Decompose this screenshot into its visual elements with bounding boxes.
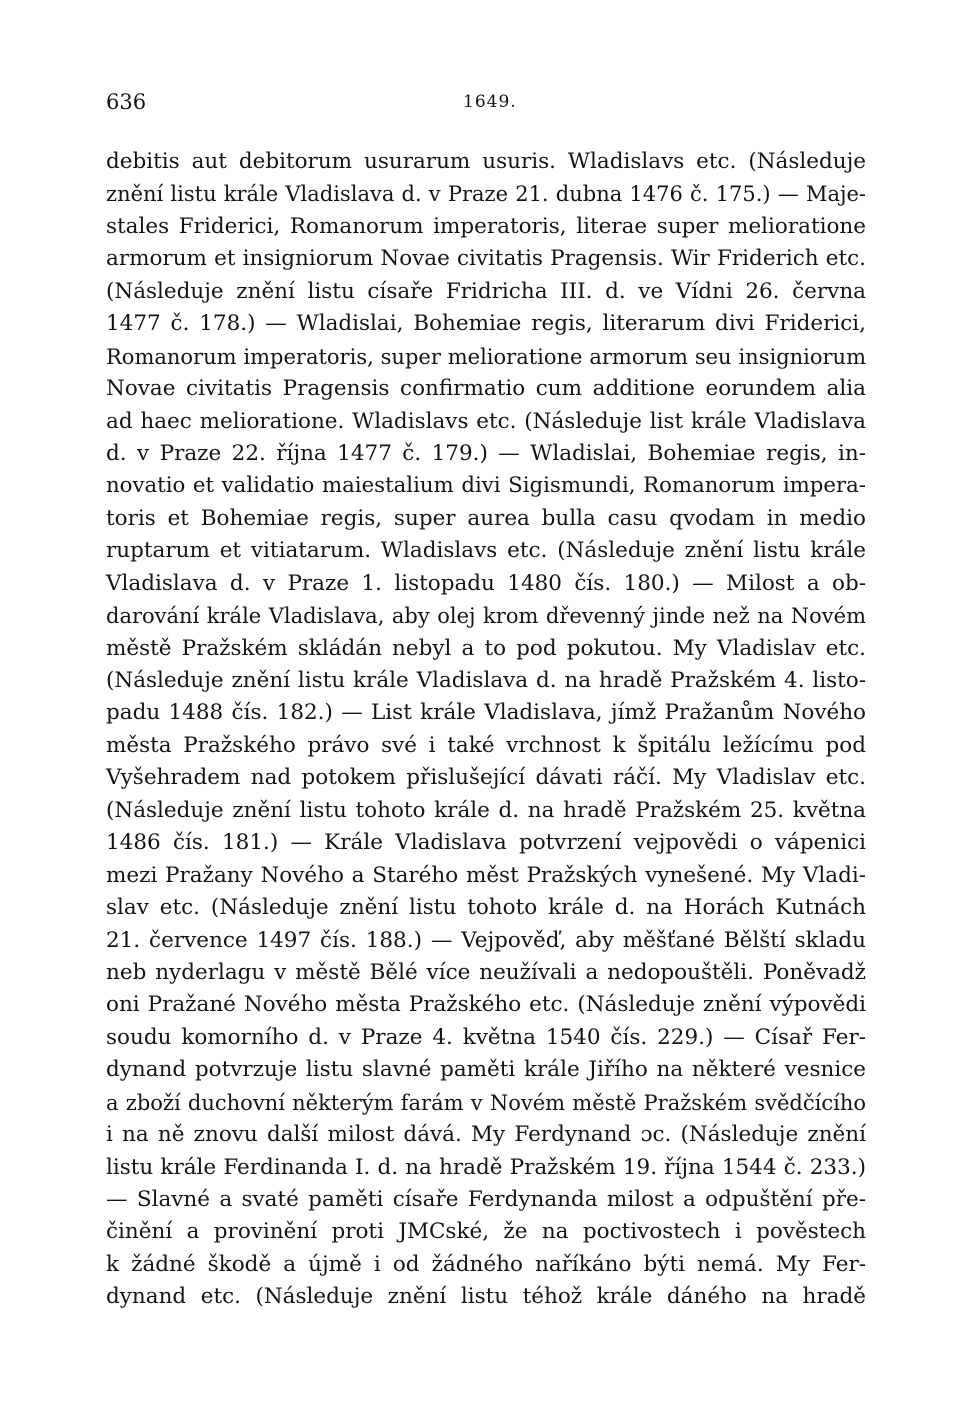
text-line: oni Pražané Nového města Pražského etc. (Následuje znění výpovědi [106,992,866,1018]
text-line: města Pražského právo své i také vrchnost k špitálu ležícímu pod [106,732,866,758]
text-line: Vladislava d. v Praze 1. listopadu 1480 čís. 180.) — Milost a ob- [106,570,866,596]
text-line: — Slavné a svaté paměti císaře Ferdynanda milost a odpuštění pře- [106,1187,866,1212]
body-text [106,146,866,1314]
text-line: neb nyderlagu v městě Bělé více neužívali a nedopouštěli. Poněvadž [106,959,866,985]
text-line: městě Pražském skládán nebyl a to pod pokutou. My Vladislav etc. [106,635,866,661]
text-line: 1486 čís. 181.) — Krále Vladislava potvrzení vejpovědi o vápenici [106,830,866,856]
text-line: debitis aut debitorum usurarum usuris. Wladislavs etc. (Následuje [106,149,866,174]
text-line: darování krále Vladislava, aby olej krom dřevenný jinde než na Novém [106,604,866,629]
text-line: 1477 č. 178.) — Wladislai, Bohemiae regis, literarum divi Friderici, [106,311,866,337]
text-line: (Následuje znění listu tohoto krále d. na hradě Pražském 25. května [106,797,866,823]
page-number: 636 [106,90,147,114]
text-line: mezi Pražany Nového a Starého měst Pražských vynešené. My Vladi- [106,862,866,888]
text-line: listu krále Ferdinanda I. d. na hradě Pražském 19. října 1544 č. 233.) [106,1154,866,1180]
running-head-year: 1649. [463,92,517,112]
text-line: činění a provinění proti JMCské, že na poctivostech i pověstech [106,1219,866,1245]
text-line: d. v Praze 22. října 1477 č. 179.) — Wladislai, Bohemiae regis, in- [106,440,866,466]
text-line: (Následuje znění listu císaře Fridricha III. d. ve Vídni 26. června [106,278,866,304]
text-line: dynand etc. (Následuje znění listu téhož krále dáného na hradě [106,1284,866,1310]
text-line: ad haec melioratione. Wladislavs etc. (Následuje list krále Vladislava [106,408,866,434]
text-line: (Následuje znění listu krále Vladislava d. na hradě Pražském 4. listo- [106,668,866,693]
text-line: dynand potvrzuje listu slavné paměti krále Jiřího na některé vesnice [106,1057,866,1083]
text-line: padu 1488 čís. 182.) — List krále Vladislava, jímž Pražanům Nového [106,700,866,726]
text-line: soudu komorního d. v Praze 4. května 1540 čís. 229.) — Císař Fer- [106,1024,866,1050]
text-line: a zboží duchovní některým farám v Novém městě Pražském svědčícího [106,1090,866,1115]
text-line: i na ně znovu další milost dává. My Ferdynand ɔc. (Následuje znění [106,1122,866,1148]
text-line: armorum et insigniorum Novae civitatis Pragensis. Wir Friderich etc. [106,246,866,272]
text-line: Vyšehradem nad potokem přislušející dávati ráčí. My Vladislav etc. [106,765,866,791]
text-line: k žádné škodě a újmě i od žádného naříkáno býti nemá. My Fer- [106,1251,866,1277]
text-line: 21. července 1497 čís. 188.) — Vejpověď, aby měšťané Bělští skladu [106,927,866,953]
text-line: novatio et validatio maiestalium divi Sigismundi, Romanorum impera- [106,473,866,499]
text-line: toris et Bohemiae regis, super aurea bulla casu qvodam in medio [106,505,866,531]
text-line: Novae civitatis Pragensis confirmatio cum additione eorundem alia [106,376,866,402]
text-line: stales Friderici, Romanorum imperatoris, literae super melioratione [106,213,866,239]
text-line: znění listu krále Vladislava d. v Praze 21. dubna 1476 č. 175.) — Maje- [106,182,866,207]
text-line: slav etc. (Následuje znění listu tohoto krále d. na Horách Kutnách [106,895,866,921]
text-line: Romanorum imperatoris, super melioratione armorum seu insigniorum [106,344,866,369]
text-line: ruptarum et vitiatarum. Wladislavs etc. (Následuje znění listu krále [106,538,866,564]
